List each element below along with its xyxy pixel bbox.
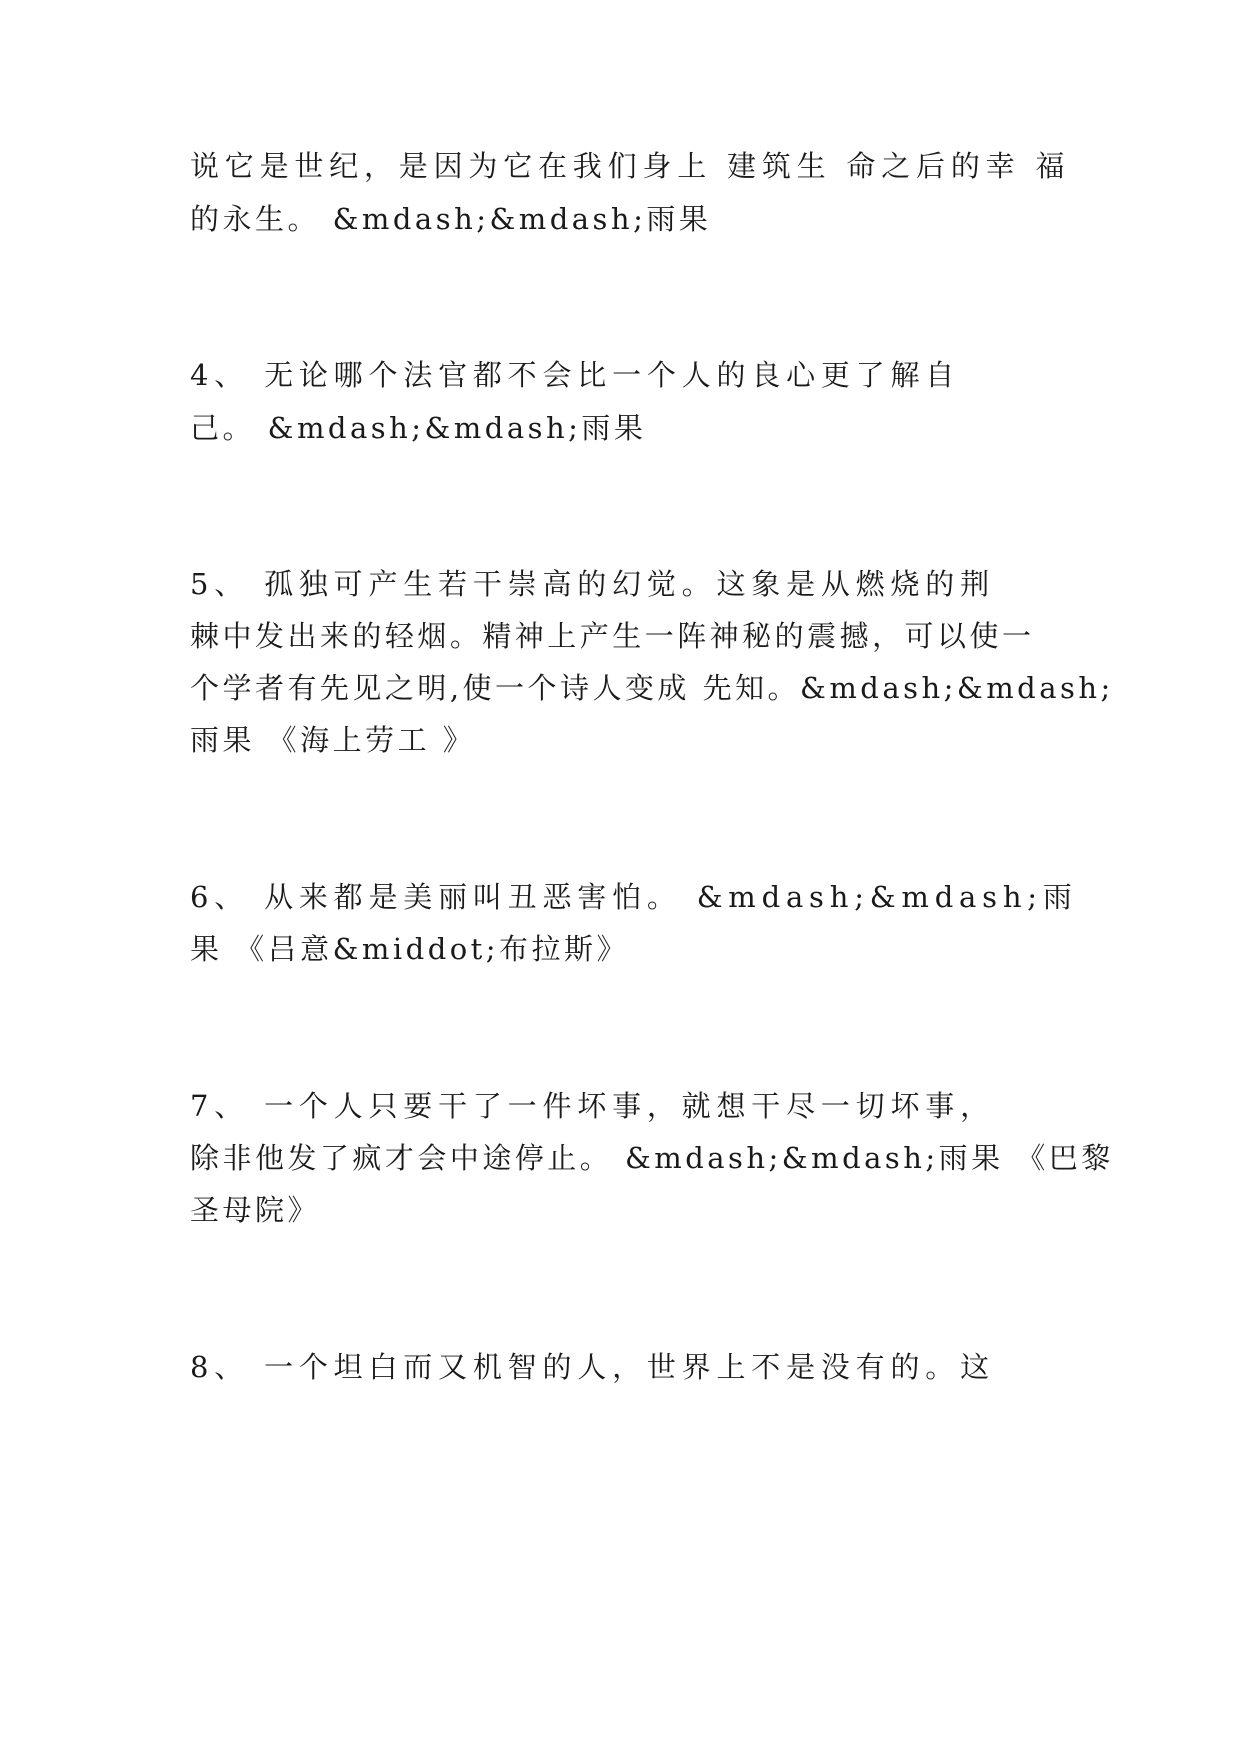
text-line: 8、 一个坦白而又机智的人，世界上不是没有的。这 bbox=[190, 1350, 995, 1384]
text-line: 5、 孤独可产生若干崇高的幻觉。这象是从燃烧的荆 bbox=[190, 567, 995, 601]
text-line: 的永生。 &mdash;&mdash;雨果 bbox=[190, 202, 712, 236]
text-line: 果 《吕意&middot;布拉斯》 bbox=[190, 932, 629, 966]
text-line: 4、 无论哪个法官都不会比一个人的良心更了解自 bbox=[190, 358, 961, 392]
text-line: 7、 一个人只要干了一件坏事，就想干尽一切坏事， bbox=[190, 1089, 995, 1123]
text-line: 雨果 《海上劳工 》 bbox=[190, 723, 476, 757]
text-line: 己。 &mdash;&mdash;雨果 bbox=[190, 411, 647, 445]
text-line: 棘中发出来的轻烟。精神上产生一阵神秘的震撼，可以使一 bbox=[190, 619, 1035, 653]
text-line: 说它是世纪，是因为它在我们身上 建筑生 命之后的幸 福 bbox=[190, 149, 1071, 183]
text-line: 个学者有先见之明,使一个诗人变成 先知。&mdash;&mdash; bbox=[190, 671, 1114, 705]
text-line: 圣母院》 bbox=[190, 1193, 320, 1227]
text-line: 除非他发了疯才会中途停止。 &mdash;&mdash;雨果 《巴黎 bbox=[190, 1141, 1114, 1175]
text-line: 6、 从来都是美丽叫丑恶害怕。 &mdash;&mdash;雨 bbox=[190, 880, 1078, 914]
